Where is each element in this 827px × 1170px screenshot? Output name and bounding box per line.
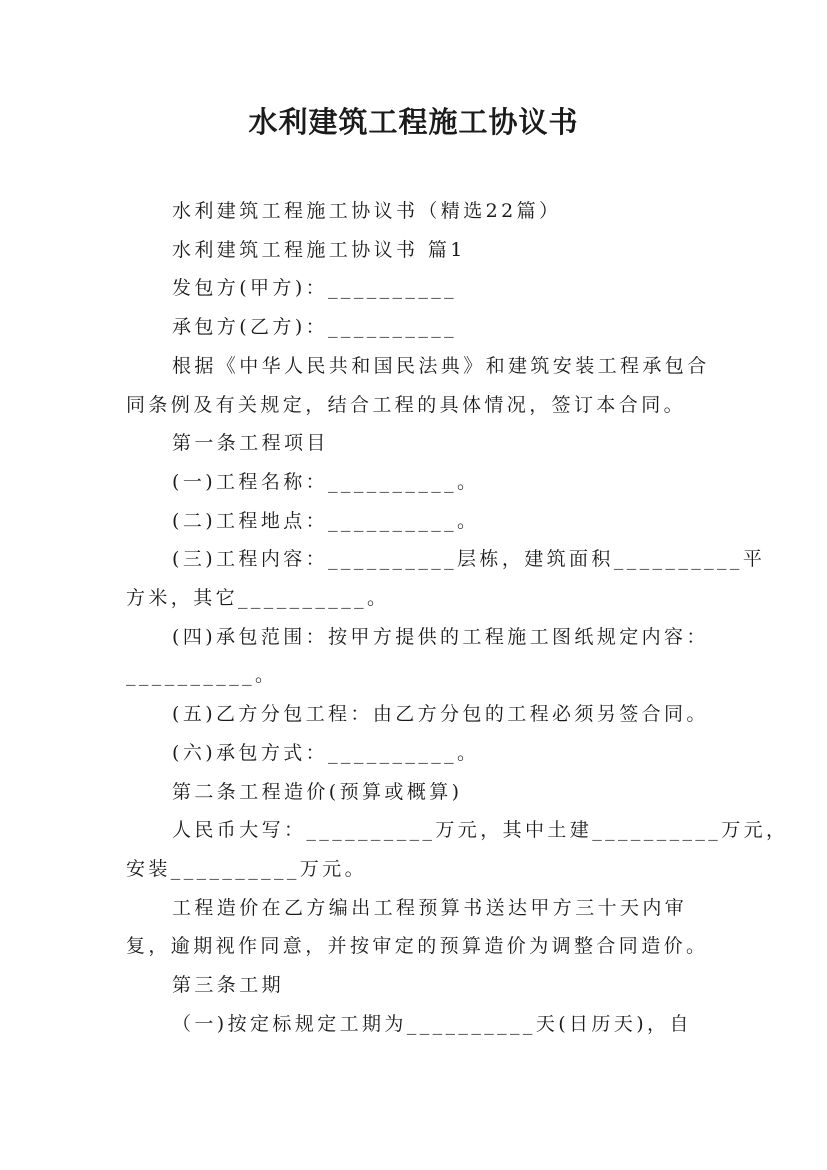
- paragraph-line: (三)工程内容：__________层栋，建筑面积__________平: [172, 548, 766, 571]
- paragraph-line: 根据《中华人民共和国民法典》和建筑安装工程承包合: [172, 354, 710, 377]
- paragraph-line: 水利建筑工程施工协议书（精选22篇）: [172, 200, 562, 222]
- paragraph-line: 复，逾期视作同意，并按审定的预算造价为调整合同造价。: [126, 935, 709, 958]
- document-title: 水利建筑工程施工协议书: [248, 105, 579, 139]
- paragraph-line: 水利建筑工程施工协议书 篇1: [172, 238, 466, 261]
- paragraph-line: 人民币大写：__________万元，其中土建__________万元，: [172, 819, 789, 842]
- paragraph-line: 第一条工程项目: [172, 432, 329, 455]
- paragraph-line: 第二条工程造价(预算或概算): [172, 780, 463, 803]
- paragraph-line: 承包方(乙方)：__________: [172, 316, 458, 339]
- paragraph-line: (六)承包方式：__________。: [172, 741, 480, 764]
- paragraph-line: 第三条工期: [172, 974, 285, 997]
- paragraph-line: (二)工程地点：__________。: [172, 509, 480, 532]
- paragraph-line: （一)按定标规定工期为__________天(日历天)，自: [172, 1012, 692, 1035]
- paragraph-line: (五)乙方分包工程：由乙方分包的工程必须另签合同。: [172, 703, 709, 726]
- paragraph-line: 方米，其它__________。: [126, 587, 390, 610]
- paragraph-line: 工程造价在乙方编出工程预算书送达甲方三十天内审: [172, 896, 688, 919]
- paragraph-line: 安装__________万元。: [126, 857, 368, 880]
- document-body: [126, 192, 789, 1043]
- paragraph-line: 发包方(甲方)：__________: [172, 277, 458, 300]
- paragraph-line: (一)工程名称：__________。: [172, 470, 480, 493]
- paragraph-line: 同条例及有关规定，结合工程的具体情况，签订本合同。: [126, 393, 687, 416]
- paragraph-line: (四)承包范围：按甲方提供的工程施工图纸规定内容：: [172, 625, 709, 648]
- paragraph-line: __________。: [126, 664, 278, 687]
